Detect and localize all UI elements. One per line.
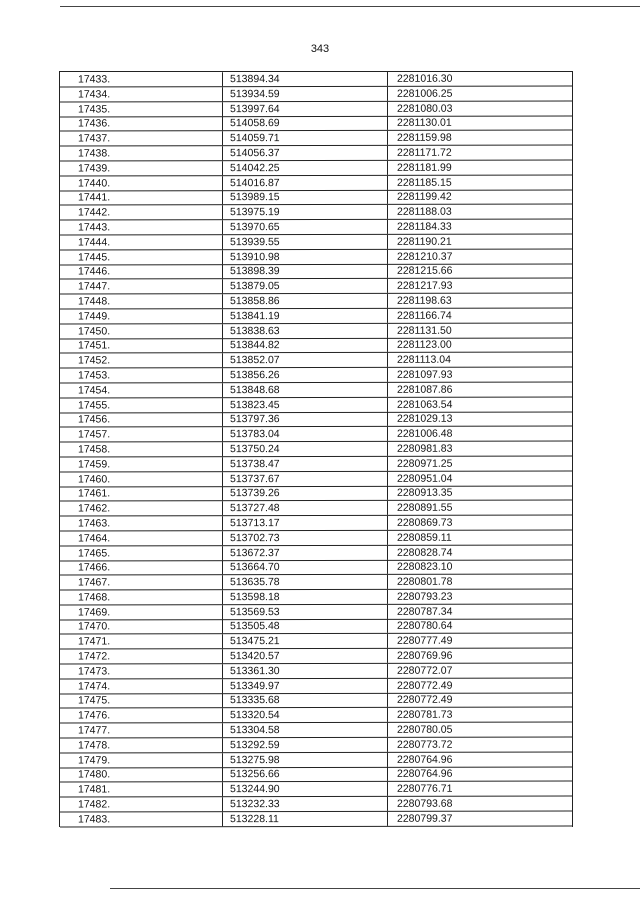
northing-cell: 2281159.98 bbox=[396, 131, 452, 145]
point-number-cell: 17466. bbox=[60, 560, 223, 574]
northing-cell: 2281130.01 bbox=[396, 117, 452, 130]
northing-cell: 2281063.54 bbox=[396, 398, 453, 411]
table-row bbox=[60, 264, 572, 280]
easting-cell: 513823.45 bbox=[223, 397, 388, 411]
table-row bbox=[60, 708, 572, 724]
table-row bbox=[60, 737, 572, 753]
northing-cell: 2280781.73 bbox=[396, 708, 453, 722]
point-number-cell: 17469. bbox=[60, 605, 223, 619]
bottom-rule bbox=[110, 888, 640, 889]
northing-cell: 2281185.15 bbox=[396, 176, 452, 189]
northing-cell: 2280823.10 bbox=[396, 561, 453, 574]
point-number-cell: 17476. bbox=[60, 708, 223, 722]
northing-cell: 2280913.35 bbox=[396, 487, 453, 500]
easting-cell: 513664.70 bbox=[223, 560, 388, 574]
point-number-cell: 17452. bbox=[60, 353, 223, 367]
easting-cell: 513750.24 bbox=[223, 442, 388, 456]
table-row bbox=[60, 397, 572, 413]
table-row bbox=[60, 530, 572, 546]
easting-cell: 513420.57 bbox=[223, 649, 388, 663]
table-row bbox=[60, 486, 572, 502]
easting-cell: 513970.65 bbox=[223, 220, 388, 234]
northing-cell: 2280869.73 bbox=[396, 516, 453, 529]
table-row bbox=[60, 145, 572, 161]
easting-cell: 513335.68 bbox=[223, 693, 388, 707]
table-row bbox=[60, 501, 572, 517]
easting-cell: 513894.34 bbox=[223, 72, 388, 86]
point-number-cell: 17450. bbox=[60, 324, 223, 338]
table-row bbox=[60, 441, 572, 457]
northing-cell: 2281080.03 bbox=[396, 102, 453, 115]
northing-cell: 2280780.64 bbox=[396, 620, 453, 633]
northing-cell: 2281217.93 bbox=[396, 279, 453, 292]
northing-cell: 2280787.34 bbox=[396, 605, 453, 618]
easting-cell: 513934.59 bbox=[223, 87, 388, 101]
northing-cell: 2281198.63 bbox=[396, 294, 452, 307]
northing-cell: 2281199.42 bbox=[396, 191, 452, 204]
table-row bbox=[60, 427, 572, 443]
table-row bbox=[60, 560, 572, 576]
northing-cell: 2281184.33 bbox=[396, 220, 452, 233]
point-number-cell: 17475. bbox=[60, 694, 223, 708]
table-row bbox=[60, 663, 572, 679]
point-number-cell: 17441. bbox=[60, 191, 223, 205]
northing-cell: 2281166.74 bbox=[396, 309, 452, 322]
point-number-cell: 17435. bbox=[60, 102, 223, 116]
northing-cell: 2280951.04 bbox=[396, 472, 453, 485]
northing-cell: 2280891.55 bbox=[396, 501, 453, 514]
easting-cell: 513848.68 bbox=[223, 383, 388, 397]
easting-cell: 513838.63 bbox=[223, 323, 388, 337]
table-row bbox=[60, 116, 572, 132]
northing-cell: 2281131.50 bbox=[396, 324, 452, 337]
point-number-cell: 17456. bbox=[60, 413, 223, 427]
easting-cell: 513361.30 bbox=[223, 664, 388, 678]
easting-cell: 513505.48 bbox=[223, 619, 388, 633]
page-number: 343 bbox=[310, 43, 330, 55]
point-number-cell: 17443. bbox=[60, 220, 223, 234]
northing-cell: 2281006.48 bbox=[396, 427, 453, 440]
point-number-cell: 17447. bbox=[60, 279, 223, 293]
point-number-cell: 17455. bbox=[60, 398, 223, 412]
northing-cell: 2281215.66 bbox=[396, 265, 453, 278]
table-row bbox=[60, 634, 572, 650]
point-number-cell: 17474. bbox=[60, 679, 223, 693]
point-number-cell: 17454. bbox=[60, 383, 223, 397]
table-row bbox=[60, 456, 572, 472]
point-number-cell: 17482. bbox=[60, 797, 223, 811]
table-row bbox=[60, 353, 572, 369]
northing-cell: 2280793.68 bbox=[396, 797, 453, 810]
northing-cell: 2280776.71 bbox=[396, 782, 453, 796]
northing-cell: 2280772.07 bbox=[396, 664, 453, 677]
table-row bbox=[60, 678, 572, 694]
easting-cell: 513739.26 bbox=[223, 486, 388, 500]
northing-cell: 2280773.72 bbox=[396, 738, 453, 751]
easting-cell: 513232.33 bbox=[223, 797, 388, 811]
easting-cell: 513244.90 bbox=[223, 782, 388, 796]
table-row bbox=[60, 175, 572, 191]
easting-cell: 513256.66 bbox=[223, 767, 388, 781]
point-number-cell: 17437. bbox=[60, 131, 223, 145]
point-number-cell: 17473. bbox=[60, 664, 223, 678]
easting-cell: 513797.36 bbox=[223, 412, 388, 426]
table-row bbox=[60, 649, 572, 665]
easting-cell: 514058.69 bbox=[223, 116, 388, 130]
northing-cell: 2281113.04 bbox=[396, 353, 451, 366]
easting-cell: 513975.19 bbox=[223, 205, 388, 219]
point-number-cell: 17463. bbox=[60, 516, 223, 530]
easting-cell: 514056.37 bbox=[223, 146, 388, 160]
table-row bbox=[60, 293, 572, 309]
northing-cell: 2281123.00 bbox=[396, 339, 452, 352]
point-number-cell: 17457. bbox=[60, 427, 223, 441]
easting-cell: 513737.67 bbox=[223, 471, 388, 485]
easting-cell: 513320.54 bbox=[223, 708, 388, 722]
table-row bbox=[60, 797, 572, 813]
table-row bbox=[60, 190, 572, 206]
point-number-cell: 17464. bbox=[60, 531, 223, 545]
table-row bbox=[60, 234, 572, 250]
table-row bbox=[60, 589, 572, 605]
coordinates-table bbox=[59, 71, 573, 827]
point-number-cell: 17436. bbox=[60, 117, 223, 131]
point-number-cell: 17434. bbox=[60, 87, 223, 101]
northing-cell: 2280793.23 bbox=[396, 590, 453, 603]
point-number-cell: 17461. bbox=[60, 487, 223, 501]
point-number-cell: 17467. bbox=[60, 575, 223, 589]
table-row bbox=[60, 219, 572, 235]
table-row bbox=[60, 382, 572, 398]
point-number-cell: 17459. bbox=[60, 457, 223, 471]
top-rule bbox=[60, 6, 640, 7]
point-number-cell: 17444. bbox=[60, 235, 223, 249]
easting-cell: 513304.58 bbox=[223, 723, 388, 737]
northing-cell: 2280859.11 bbox=[396, 531, 452, 544]
table-row bbox=[60, 338, 572, 354]
northing-cell: 2281181.99 bbox=[396, 161, 452, 174]
easting-cell: 513275.98 bbox=[223, 753, 388, 767]
point-number-cell: 17433. bbox=[60, 72, 223, 86]
table-row bbox=[60, 619, 572, 635]
easting-cell: 513783.04 bbox=[223, 427, 388, 441]
northing-cell: 2280772.49 bbox=[396, 694, 453, 707]
easting-cell: 513292.59 bbox=[223, 738, 388, 752]
point-number-cell: 17481. bbox=[60, 782, 223, 796]
northing-cell: 2280769.96 bbox=[396, 649, 453, 662]
easting-cell: 513939.55 bbox=[223, 235, 388, 249]
table-row bbox=[60, 752, 572, 768]
point-number-cell: 17451. bbox=[60, 339, 223, 353]
easting-cell: 513569.53 bbox=[223, 605, 388, 619]
table-row bbox=[60, 160, 572, 176]
northing-cell: 2281210.37 bbox=[396, 250, 453, 263]
easting-cell: 513997.64 bbox=[223, 101, 388, 115]
point-number-cell: 17453. bbox=[60, 368, 223, 382]
easting-cell: 513910.98 bbox=[223, 249, 388, 263]
northing-cell: 2280828.74 bbox=[396, 546, 453, 559]
easting-cell: 513713.17 bbox=[223, 516, 388, 530]
table-row bbox=[60, 86, 572, 102]
easting-cell: 513989.15 bbox=[223, 190, 388, 204]
point-number-cell: 17479. bbox=[60, 753, 223, 767]
table-row bbox=[60, 279, 572, 295]
point-number-cell: 17470. bbox=[60, 620, 223, 634]
northing-cell: 2280772.49 bbox=[396, 679, 453, 692]
point-number-cell: 17458. bbox=[60, 442, 223, 456]
point-number-cell: 17445. bbox=[60, 250, 223, 264]
northing-cell: 2281171.72 bbox=[396, 146, 452, 159]
table-row bbox=[60, 515, 572, 531]
easting-cell: 514059.71 bbox=[223, 131, 388, 145]
point-number-cell: 17446. bbox=[60, 265, 223, 279]
easting-cell: 513702.73 bbox=[223, 531, 388, 545]
table-row bbox=[60, 101, 572, 117]
point-number-cell: 17439. bbox=[60, 161, 223, 175]
table-row bbox=[60, 71, 572, 87]
point-number-cell: 17442. bbox=[60, 205, 223, 219]
table-row bbox=[60, 249, 572, 265]
table-row bbox=[60, 811, 572, 827]
point-number-cell: 17471. bbox=[60, 634, 223, 648]
northing-cell: 2281087.86 bbox=[396, 383, 453, 396]
easting-cell: 513475.21 bbox=[223, 634, 388, 648]
easting-cell: 513879.05 bbox=[223, 279, 388, 293]
table-row bbox=[60, 723, 572, 739]
easting-cell: 513898.39 bbox=[223, 264, 388, 278]
northing-cell: 2281016.30 bbox=[396, 72, 453, 85]
point-number-cell: 17448. bbox=[60, 294, 223, 308]
table-row bbox=[60, 131, 572, 147]
easting-cell: 513858.86 bbox=[223, 294, 388, 308]
northing-cell: 2281097.93 bbox=[396, 368, 453, 381]
table-row bbox=[60, 767, 572, 783]
easting-cell: 513598.18 bbox=[223, 590, 388, 604]
easting-cell: 513349.97 bbox=[223, 679, 388, 693]
point-number-cell: 17440. bbox=[60, 176, 223, 190]
northing-cell: 2280780.05 bbox=[396, 723, 453, 736]
point-number-cell: 17472. bbox=[60, 649, 223, 663]
table-row bbox=[60, 367, 572, 383]
northing-cell: 2280981.83 bbox=[396, 442, 453, 455]
easting-cell: 513841.19 bbox=[223, 309, 388, 323]
easting-cell: 513672.37 bbox=[223, 545, 388, 559]
point-number-cell: 17460. bbox=[60, 472, 223, 486]
northing-cell: 2280801.78 bbox=[396, 575, 453, 588]
table-row bbox=[60, 545, 572, 561]
point-number-cell: 17477. bbox=[60, 723, 223, 737]
table-row bbox=[60, 782, 572, 798]
point-number-cell: 17478. bbox=[60, 738, 223, 752]
table-row bbox=[60, 471, 572, 487]
easting-cell: 513228.11 bbox=[223, 812, 388, 826]
northing-cell: 2280764.96 bbox=[396, 753, 453, 766]
table-row bbox=[60, 412, 572, 428]
northing-cell: 2280764.96 bbox=[396, 768, 453, 781]
easting-cell: 514042.25 bbox=[223, 161, 388, 175]
table-row bbox=[60, 693, 572, 709]
point-number-cell: 17465. bbox=[60, 546, 223, 560]
easting-cell: 513852.07 bbox=[223, 353, 388, 367]
easting-cell: 514016.87 bbox=[223, 175, 388, 189]
point-number-cell: 17483. bbox=[60, 812, 223, 826]
easting-cell: 513856.26 bbox=[223, 368, 388, 382]
point-number-cell: 17468. bbox=[60, 590, 223, 604]
point-number-cell: 17480. bbox=[60, 768, 223, 782]
easting-cell: 513727.48 bbox=[223, 501, 388, 515]
northing-cell: 2281029.13 bbox=[396, 413, 453, 426]
point-number-cell: 17438. bbox=[60, 146, 223, 160]
northing-cell: 2281188.03 bbox=[396, 205, 452, 219]
easting-cell: 513844.82 bbox=[223, 338, 388, 352]
table-row bbox=[60, 205, 572, 221]
table-row bbox=[60, 308, 572, 324]
northing-cell: 2281190.21 bbox=[396, 235, 452, 248]
easting-cell: 513738.47 bbox=[223, 457, 388, 471]
table-row bbox=[60, 323, 572, 339]
northing-cell: 2281006.25 bbox=[396, 87, 453, 100]
point-number-cell: 17449. bbox=[60, 309, 223, 323]
table-row bbox=[60, 575, 572, 591]
northing-cell: 2280777.49 bbox=[396, 634, 453, 648]
easting-cell: 513635.78 bbox=[223, 575, 388, 589]
point-number-cell: 17462. bbox=[60, 501, 223, 515]
northing-cell: 2280799.37 bbox=[396, 812, 453, 825]
northing-cell: 2280971.25 bbox=[396, 457, 453, 470]
